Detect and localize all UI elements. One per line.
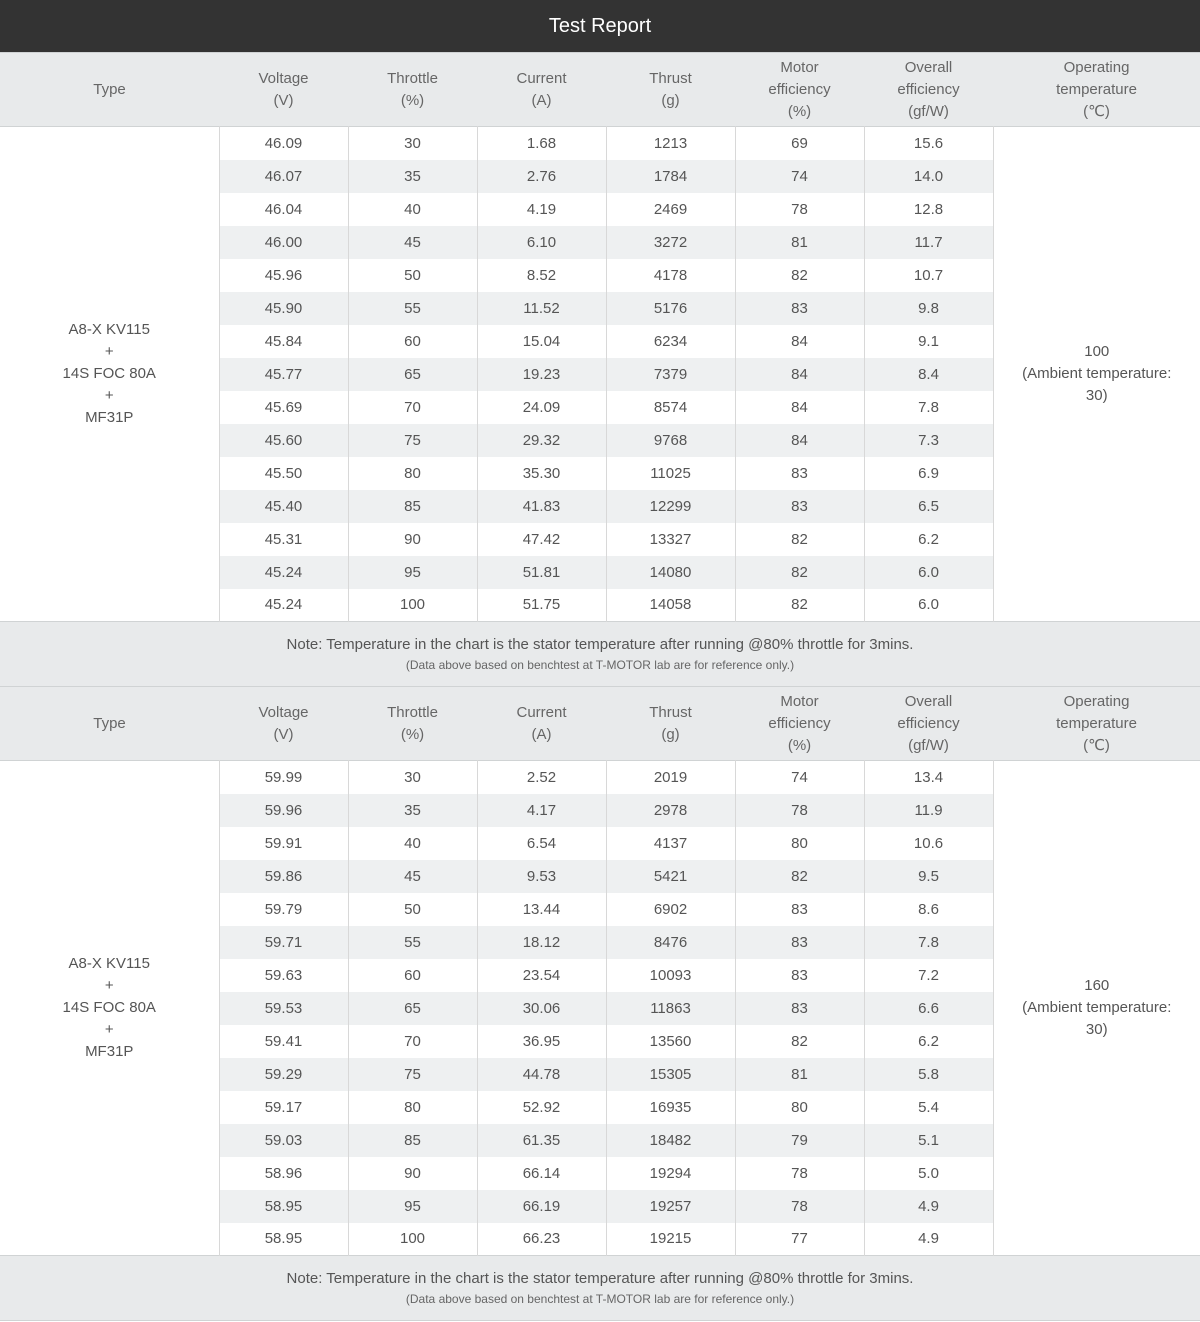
cell-motor-efficiency: 82: [735, 259, 864, 292]
cell-overall-efficiency: 9.5: [864, 860, 993, 893]
cell-voltage: 45.50: [219, 457, 348, 490]
header-label: Overall: [904, 58, 953, 76]
operating-temperature-cell: [993, 761, 1200, 1256]
cell-motor-efficiency: 82: [735, 556, 864, 589]
header-throttle: [348, 687, 477, 761]
cell-motor-efficiency: 80: [735, 1091, 864, 1124]
cell-overall-efficiency: 11.9: [864, 794, 993, 827]
header-label: Voltage: [258, 703, 309, 721]
cell-overall-efficiency: 6.9: [864, 457, 993, 490]
type-line: +: [104, 343, 114, 360]
cell-throttle: 35: [348, 160, 477, 193]
cell-overall-efficiency: 8.4: [864, 358, 993, 391]
note-row: [0, 1256, 1200, 1321]
cell-throttle: 90: [348, 523, 477, 556]
header-label: Operating: [1063, 58, 1130, 76]
cell-motor-efficiency: 78: [735, 1157, 864, 1190]
cell-throttle: 65: [348, 992, 477, 1025]
cell-current: 4.17: [477, 794, 606, 827]
cell-overall-efficiency: 10.7: [864, 259, 993, 292]
cell-throttle: 80: [348, 1091, 477, 1124]
cell-motor-efficiency: 83: [735, 959, 864, 992]
cell-voltage: 59.91: [219, 827, 348, 860]
header-label: efficiency: [768, 714, 831, 732]
cell-thrust: 13327: [606, 523, 735, 556]
cell-overall-efficiency: 10.6: [864, 827, 993, 860]
header-label: Motor: [780, 58, 819, 76]
header-motor-efficiency: [735, 53, 864, 127]
cell-voltage: 58.95: [219, 1223, 348, 1256]
cell-overall-efficiency: 7.2: [864, 959, 993, 992]
cell-voltage: 46.07: [219, 160, 348, 193]
cell-current: 18.12: [477, 926, 606, 959]
cell-throttle: 60: [348, 959, 477, 992]
cell-throttle: 40: [348, 827, 477, 860]
cell-current: 44.78: [477, 1058, 606, 1091]
cell-thrust: 11025: [606, 457, 735, 490]
cell-voltage: 58.96: [219, 1157, 348, 1190]
cell-overall-efficiency: 4.9: [864, 1223, 993, 1256]
cell-motor-efficiency: 84: [735, 424, 864, 457]
cell-current: 15.04: [477, 325, 606, 358]
cell-thrust: 2978: [606, 794, 735, 827]
cell-motor-efficiency: 69: [735, 127, 864, 160]
cell-overall-efficiency: 7.3: [864, 424, 993, 457]
header-label: Throttle: [387, 703, 438, 721]
cell-overall-efficiency: 6.2: [864, 1025, 993, 1058]
header-current: [477, 687, 606, 761]
cell-throttle: 55: [348, 926, 477, 959]
cell-thrust: 3272: [606, 226, 735, 259]
table-header-row: [0, 687, 1200, 761]
temperature-line: 100: [1084, 343, 1110, 360]
cell-motor-efficiency: 84: [735, 325, 864, 358]
cell-thrust: 5421: [606, 860, 735, 893]
cell-overall-efficiency: 6.0: [864, 589, 993, 622]
cell-voltage: 46.00: [219, 226, 348, 259]
cell-voltage: 45.90: [219, 292, 348, 325]
cell-voltage: 59.86: [219, 860, 348, 893]
report-body: [0, 53, 1200, 1322]
cell-thrust: 18482: [606, 1124, 735, 1157]
cell-motor-efficiency: 78: [735, 193, 864, 226]
cell-motor-efficiency: 77: [735, 1223, 864, 1256]
note-row: [0, 622, 1200, 687]
cell-current: 41.83: [477, 490, 606, 523]
header-label: (℃): [1083, 736, 1110, 754]
header-label: (gf/W): [908, 102, 949, 120]
table-header-row: [0, 53, 1200, 127]
cell-current: 47.42: [477, 523, 606, 556]
cell-motor-efficiency: 80: [735, 827, 864, 860]
cell-throttle: 95: [348, 1190, 477, 1223]
header-current: [477, 53, 606, 127]
cell-thrust: 1213: [606, 127, 735, 160]
cell-throttle: 75: [348, 1058, 477, 1091]
cell-thrust: 10093: [606, 959, 735, 992]
cell-current: 11.52: [477, 292, 606, 325]
cell-thrust: 4178: [606, 259, 735, 292]
header-label: Current: [516, 69, 567, 87]
header-voltage: [219, 687, 348, 761]
cell-current: 66.23: [477, 1223, 606, 1256]
cell-throttle: 85: [348, 1124, 477, 1157]
temperature-line: (Ambient temperature:: [1022, 999, 1172, 1016]
cell-current: 35.30: [477, 457, 606, 490]
cell-thrust: 6234: [606, 325, 735, 358]
cell-voltage: 59.63: [219, 959, 348, 992]
cell-current: 13.44: [477, 893, 606, 926]
cell-motor-efficiency: 83: [735, 490, 864, 523]
cell-voltage: 59.99: [219, 761, 348, 794]
cell-overall-efficiency: 6.2: [864, 523, 993, 556]
cell-thrust: 9768: [606, 424, 735, 457]
cell-current: 6.54: [477, 827, 606, 860]
cell-throttle: 55: [348, 292, 477, 325]
cell-overall-efficiency: 4.9: [864, 1190, 993, 1223]
cell-thrust: 15305: [606, 1058, 735, 1091]
cell-voltage: 59.96: [219, 794, 348, 827]
cell-overall-efficiency: 8.6: [864, 893, 993, 926]
header-label: (%): [400, 91, 425, 109]
cell-throttle: 35: [348, 794, 477, 827]
cell-voltage: 45.69: [219, 391, 348, 424]
cell-motor-efficiency: 83: [735, 292, 864, 325]
header-label: (gf/W): [908, 736, 949, 754]
cell-overall-efficiency: 12.8: [864, 193, 993, 226]
cell-voltage: 59.71: [219, 926, 348, 959]
cell-thrust: 19257: [606, 1190, 735, 1223]
cell-throttle: 80: [348, 457, 477, 490]
cell-current: 66.19: [477, 1190, 606, 1223]
header-label: Type: [93, 80, 126, 98]
header-voltage: [219, 53, 348, 127]
cell-thrust: 14080: [606, 556, 735, 589]
cell-voltage: 45.60: [219, 424, 348, 457]
cell-overall-efficiency: 5.4: [864, 1091, 993, 1124]
header-overall-efficiency: [864, 53, 993, 127]
header-label: Type: [93, 714, 126, 732]
cell-overall-efficiency: 5.0: [864, 1157, 993, 1190]
cell-motor-efficiency: 83: [735, 893, 864, 926]
cell-voltage: 45.24: [219, 589, 348, 622]
cell-overall-efficiency: 7.8: [864, 926, 993, 959]
cell-throttle: 70: [348, 391, 477, 424]
cell-overall-efficiency: 6.5: [864, 490, 993, 523]
header-label: (g): [661, 725, 680, 743]
note-cell: [0, 1256, 1200, 1321]
note-text: Note: Temperature in the chart is the stator temperature after running @80% throttle for 3mins.: [286, 1270, 914, 1287]
page-title: Test Report: [0, 0, 1200, 52]
cell-throttle: 100: [348, 1223, 477, 1256]
temperature-line: (Ambient temperature:: [1022, 365, 1172, 382]
cell-overall-efficiency: 5.8: [864, 1058, 993, 1091]
cell-thrust: 13560: [606, 1025, 735, 1058]
cell-current: 51.75: [477, 589, 606, 622]
header-overall-efficiency: [864, 687, 993, 761]
cell-throttle: 30: [348, 127, 477, 160]
cell-motor-efficiency: 79: [735, 1124, 864, 1157]
cell-thrust: 8574: [606, 391, 735, 424]
cell-voltage: 59.41: [219, 1025, 348, 1058]
table-bottom-border: [0, 1321, 1200, 1322]
header-thrust: [606, 687, 735, 761]
cell-throttle: 50: [348, 259, 477, 292]
type-cell: [0, 761, 219, 1256]
cell-overall-efficiency: 9.1: [864, 325, 993, 358]
header-label: (%): [400, 725, 425, 743]
cell-overall-efficiency: 9.8: [864, 292, 993, 325]
cell-throttle: 75: [348, 424, 477, 457]
header-label: Overall: [904, 692, 953, 710]
cell-throttle: 45: [348, 226, 477, 259]
cell-thrust: 2019: [606, 761, 735, 794]
header-label: (A): [531, 725, 552, 743]
cell-overall-efficiency: 7.8: [864, 391, 993, 424]
temperature-line: 160: [1084, 977, 1110, 994]
cell-motor-efficiency: 82: [735, 1025, 864, 1058]
header-label: efficiency: [897, 714, 960, 732]
cell-thrust: 16935: [606, 1091, 735, 1124]
header-motor-efficiency: [735, 687, 864, 761]
cell-voltage: 45.77: [219, 358, 348, 391]
cell-current: 1.68: [477, 127, 606, 160]
header-label: efficiency: [768, 80, 831, 98]
cell-current: 36.95: [477, 1025, 606, 1058]
header-type: [0, 687, 219, 761]
cell-throttle: 85: [348, 490, 477, 523]
cell-motor-efficiency: 78: [735, 794, 864, 827]
cell-thrust: 8476: [606, 926, 735, 959]
header-label: (℃): [1083, 102, 1110, 120]
cell-current: 66.14: [477, 1157, 606, 1190]
header-label: Motor: [780, 692, 819, 710]
cell-voltage: 46.04: [219, 193, 348, 226]
cell-overall-efficiency: 13.4: [864, 761, 993, 794]
cell-current: 29.32: [477, 424, 606, 457]
cell-current: 2.52: [477, 761, 606, 794]
cell-motor-efficiency: 83: [735, 457, 864, 490]
cell-throttle: 60: [348, 325, 477, 358]
cell-thrust: 4137: [606, 827, 735, 860]
type-line: MF31P: [85, 409, 134, 426]
header-label: Current: [516, 703, 567, 721]
type-line: MF31P: [85, 1043, 134, 1060]
cell-motor-efficiency: 83: [735, 992, 864, 1025]
cell-throttle: 45: [348, 860, 477, 893]
cell-throttle: 65: [348, 358, 477, 391]
type-line: 14S FOC 80A: [62, 365, 156, 382]
type-line: A8-X KV115: [68, 321, 150, 338]
cell-overall-efficiency: 15.6: [864, 127, 993, 160]
table-bottom-border-cell: [0, 1321, 1200, 1322]
cell-current: 61.35: [477, 1124, 606, 1157]
cell-throttle: 70: [348, 1025, 477, 1058]
cell-voltage: 45.96: [219, 259, 348, 292]
cell-current: 30.06: [477, 992, 606, 1025]
type-line: +: [104, 977, 114, 994]
header-label: Throttle: [387, 69, 438, 87]
header-type: [0, 53, 219, 127]
cell-current: 23.54: [477, 959, 606, 992]
header-label: temperature: [1056, 714, 1137, 732]
cell-thrust: 2469: [606, 193, 735, 226]
header-operating-temperature: [993, 53, 1200, 127]
type-line: A8-X KV115: [68, 955, 150, 972]
cell-thrust: 11863: [606, 992, 735, 1025]
cell-voltage: 45.40: [219, 490, 348, 523]
cell-motor-efficiency: 82: [735, 523, 864, 556]
cell-motor-efficiency: 82: [735, 589, 864, 622]
header-label: (%): [787, 736, 812, 754]
cell-motor-efficiency: 83: [735, 926, 864, 959]
note-disclaimer: (Data above based on benchtest at T-MOTOR lab are for reference only.): [405, 1292, 795, 1306]
cell-voltage: 45.31: [219, 523, 348, 556]
cell-current: 9.53: [477, 860, 606, 893]
header-operating-temperature: [993, 687, 1200, 761]
header-label: temperature: [1056, 80, 1137, 98]
cell-motor-efficiency: 74: [735, 160, 864, 193]
cell-motor-efficiency: 84: [735, 391, 864, 424]
cell-current: 19.23: [477, 358, 606, 391]
cell-motor-efficiency: 81: [735, 226, 864, 259]
cell-motor-efficiency: 78: [735, 1190, 864, 1223]
table-row: [0, 761, 1200, 794]
cell-throttle: 50: [348, 893, 477, 926]
cell-motor-efficiency: 82: [735, 860, 864, 893]
cell-current: 6.10: [477, 226, 606, 259]
cell-thrust: 6902: [606, 893, 735, 926]
cell-overall-efficiency: 6.0: [864, 556, 993, 589]
cell-throttle: 95: [348, 556, 477, 589]
note-cell: [0, 622, 1200, 687]
cell-voltage: 59.03: [219, 1124, 348, 1157]
cell-motor-efficiency: 84: [735, 358, 864, 391]
cell-overall-efficiency: 5.1: [864, 1124, 993, 1157]
header-label: (V): [273, 725, 294, 743]
cell-current: 8.52: [477, 259, 606, 292]
cell-voltage: 59.17: [219, 1091, 348, 1124]
cell-throttle: 90: [348, 1157, 477, 1190]
type-line: +: [104, 1021, 114, 1038]
cell-voltage: 59.29: [219, 1058, 348, 1091]
cell-overall-efficiency: 11.7: [864, 226, 993, 259]
header-throttle: [348, 53, 477, 127]
cell-thrust: 19215: [606, 1223, 735, 1256]
temperature-line: 30): [1085, 1021, 1108, 1038]
cell-motor-efficiency: 74: [735, 761, 864, 794]
header-label: Voltage: [258, 69, 309, 87]
cell-motor-efficiency: 81: [735, 1058, 864, 1091]
cell-voltage: 59.79: [219, 893, 348, 926]
cell-current: 24.09: [477, 391, 606, 424]
note-disclaimer: (Data above based on benchtest at T-MOTOR lab are for reference only.): [405, 658, 795, 672]
cell-voltage: 45.84: [219, 325, 348, 358]
temperature-line: 30): [1085, 387, 1108, 404]
cell-voltage: 45.24: [219, 556, 348, 589]
header-label: Operating: [1063, 692, 1130, 710]
cell-throttle: 40: [348, 193, 477, 226]
header-label: (g): [661, 91, 680, 109]
header-thrust: [606, 53, 735, 127]
cell-thrust: 12299: [606, 490, 735, 523]
type-cell: [0, 127, 219, 622]
cell-voltage: 59.53: [219, 992, 348, 1025]
cell-thrust: 14058: [606, 589, 735, 622]
cell-thrust: 1784: [606, 160, 735, 193]
header-label: Thrust: [649, 703, 692, 721]
cell-voltage: 46.09: [219, 127, 348, 160]
test-report-table: [0, 52, 1200, 1321]
cell-throttle: 100: [348, 589, 477, 622]
cell-overall-efficiency: 6.6: [864, 992, 993, 1025]
cell-overall-efficiency: 14.0: [864, 160, 993, 193]
cell-thrust: 7379: [606, 358, 735, 391]
cell-thrust: 5176: [606, 292, 735, 325]
cell-current: 52.92: [477, 1091, 606, 1124]
header-label: (A): [531, 91, 552, 109]
note-text: Note: Temperature in the chart is the stator temperature after running @80% throttle for 3mins.: [286, 636, 914, 653]
header-label: Thrust: [649, 69, 692, 87]
header-label: (V): [273, 91, 294, 109]
type-line: 14S FOC 80A: [62, 999, 156, 1016]
cell-throttle: 30: [348, 761, 477, 794]
cell-thrust: 19294: [606, 1157, 735, 1190]
cell-voltage: 58.95: [219, 1190, 348, 1223]
table-row: [0, 127, 1200, 160]
cell-current: 2.76: [477, 160, 606, 193]
header-label: efficiency: [897, 80, 960, 98]
cell-current: 51.81: [477, 556, 606, 589]
operating-temperature-cell: [993, 127, 1200, 622]
cell-current: 4.19: [477, 193, 606, 226]
type-line: +: [104, 387, 114, 404]
header-label: (%): [787, 102, 812, 120]
